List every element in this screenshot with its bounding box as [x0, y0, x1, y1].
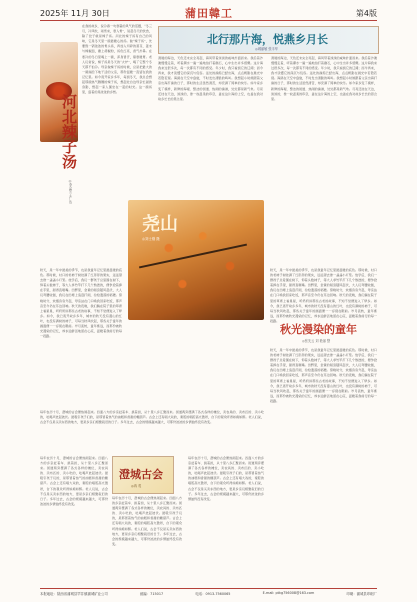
issue-date: 2025年 11月 30日	[40, 9, 110, 18]
header-divider	[40, 20, 377, 21]
page-number: 第4版	[355, 9, 377, 18]
article-title: 河北辣子汤	[60, 94, 78, 169]
article-title: 北行那片海，悦燕乡月长	[207, 33, 328, 46]
article-byline: ◎张先云 刘 艳丽 整	[302, 339, 331, 343]
title-banner	[112, 456, 174, 494]
article-title: 澄城古会	[119, 468, 163, 481]
article-title: 秋光漫染的童年	[280, 323, 357, 336]
article-byline: ◎城丽敏 张丰华	[255, 47, 278, 51]
article-body-mid-col: 每年农历十月，澄城的古会便热闹起来。四面八方的乡亲赶着车、挑着担，从十里八乡汇聚而来。街道两旁摆满了各式各样的摊位，卖农具的、卖布匹的、卖小吃的，吆喝声此起彼伏。最吸引孩子们的，是那冒着热气的油糕和香甜的糖葫芦。古会上还有唱大戏的，秦腔的唱腔高亢激昂，台下的观众听得如痴如醉。老人们说，古会不仅是买卖东西的地方，更是乡亲们相聚叙旧的日子。多年过去，古会的规模越来越大，可那份浓浓的乡情始终没有改变。	[112, 496, 182, 546]
photo-title: 尧山	[142, 214, 178, 235]
title-banner	[158, 26, 379, 54]
article-body: 每年农历十月，澄城的古会便热闹起来。四面八方的乡亲赶着车、挑着担，从十里八乡汇聚而来。街道两旁摆满了各式各样的摊位，卖农具的、卖布匹的、卖小吃的，吆喝声此起彼伏。最吸引孩子们的，是那冒着热气的油糕和香甜的糖葫芦。古会上还有唱大戏的，秦腔的唱腔高亢激昂，台下的观众听得如痴如醉。老人们说，古会不仅是买卖东西的地方，更是乡亲们相聚叙旧的日子。多年过去，古会的规模越来越大，可那份浓浓的乡情始终没有改变。	[40, 410, 264, 425]
photo-credit: ◎刘士刚 摄	[142, 237, 160, 241]
footer-publisher: 本报地址：陕西省蒲城县罕井镇蒲城矿业公司	[40, 592, 108, 596]
masthead-logo: 蒲田韓工	[185, 7, 233, 20]
footer-printer: 印刷：蒲城县印刷厂	[346, 592, 377, 596]
page-footer	[40, 588, 377, 596]
article-beihai	[158, 24, 377, 199]
article-body-right: 秋天，是一年中最美的季节，也是我童年记忆里最温暖的底色。那时候，村口的老柿子树挂满了红彤彤的果实，远远望去像一盏盏小灯笼。放学后，我们一群孩子总爱围在树下，仰着头数柿子，等大人拿竹竿打下几个熟透的，便争抢着捧在手里，甜得直咂嘴。田野里，金黄的稻浪随风起伏，大人们弯腰收割，我们在田埂上追逐打闹，捡拾遗落的稻穗。傍晚时分，炊烟袅袅升起，母亲站在门口唤我回家吃饭，那声音至今仍在耳边回响。秋天的夜晚，我们躺在院子里的草席上看星星，听奶奶讲那些古老的故事，不知不觉便进入了梦乡。如今，我已离开故乡多年，城市的秋天没有漫山的红叶，也没有满树的柿子，可每当秋风吹起，那些关于童年的画面便一一浮现在眼前。岁月流转，童年渐远，而那份被秋光漫染的记忆，却永远鲜活地留在心底，温暖着我前行的每一段路。	[270, 348, 377, 403]
article-body-left: 秋天，是一年中最美的季节，也是我童年记忆里最温暖的底色。那时候，村口的老柿子树挂满了红彤彤的果实，远远望去像一盏盏小灯笼。放学后，我们一群孩子总爱围在树下，仰着头数柿子，等大人拿竹竿打下几个熟透的，便争抢着捧在手里，甜得直咂嘴。田野里，金黄的稻浪随风起伏，大人们弯腰收割，我们在田埂上追逐打闹，捡拾遗落的稻穗。傍晚时分，炊烟袅袅升起，母亲站在门口唤我回家吃饭，那声音至今仍在耳边回响。秋天的夜晚，我们躺在院子里的草席上看星星，听奶奶讲那些古老的故事，不知不觉便进入了梦乡。如今，我已离开故乡多年，城市的秋天没有漫山的红叶，也没有满树的柿子，可每当秋风吹起，那些关于童年的画面便一一浮现在眼前。岁月流转，童年渐远，而那份被秋光漫染的记忆，却永远鲜活地留在心底，温暖着我前行的每一段路。	[40, 268, 122, 339]
article-chengcheng	[40, 410, 264, 580]
branch-graphic	[139, 244, 247, 269]
article-byline: ◎冉 茂	[131, 484, 142, 488]
article-body-right-col: 每年农历十月，澄城的古会便热闹起来。四面八方的乡亲赶着车、挑着担，从十里八乡汇聚而来。街道两旁摆满了各式各样的摊位，卖农具的、卖布匹的、卖小吃的，吆喝声此起彼伏。最吸引孩子们的，是那冒着热气的油糕和香甜的糖葫芦。古会上还有唱大戏的，秦腔的唱腔高亢激昂，台下的观众听得如痴如醉。老人们说，古会不仅是买卖东西的地方，更是乡亲们相聚叙旧的日子。多年过去，古会的规模越来越大，可那份浓浓的乡情始终没有改变。	[188, 456, 264, 501]
article-body-left-col: 每年农历十月，澄城的古会便热闹起来。四面八方的乡亲赶着车、挑着担，从十里八乡汇聚而来。街道两旁摆满了各式各样的摊位，卖农具的、卖布匹的、卖小吃的，吆喝声此起彼伏。最吸引孩子们的，是那冒着热气的油糕和香甜的糖葫芦。古会上还有唱大戏的，秦腔的唱腔高亢激昂，台下的观众听得如痴如醉。老人们说，古会不仅是买卖东西的地方，更是乡亲们相聚叙旧的日子。多年过去，古会的规模越来越大，可那份浓浓的乡情始终没有改变。	[40, 456, 108, 506]
article-body: 在我的故乡，说冷春一句寒暑的风气的话题，“冬三月，冷风吹，雨雪来，寒入骨”，说起冬天的饮食，除了饺子就是辣子汤。河北的辣子汤有自己的风味，它是冬天里一碗最暖心的汤。做“辣子汤”，先要熬一锅浓浓的骨头汤，再加入切碎的葱花、姜末与辣椒面，撒上胡椒粉，汤色红亮，香气扑鼻。在寒冷的冬日里喝上一碗，浑身冒汗，驱寒暖胃。老人们常说，辣子汤是冬天的“火炉”，喝了它整个冬天都不怕冷。母亲做辣子汤的时候，总是把最大的一碗端给下地干活的父亲，那份温暖一直留在我的记忆里。如今离开家乡多年，每到冬天，我总会想起那碗热气腾腾的辣子汤，想起灶台边母亲忙碌的身影，想起一家人围坐在一起的时光。这一碗汤里，盛着的是浓浓的乡愁。	[82, 24, 152, 95]
footer-postcode: 邮编：715017	[140, 592, 164, 596]
footer-phone: 电话：0913-7560065	[195, 592, 231, 596]
article-body-right-top: 秋天，是一年中最美的季节，也是我童年记忆里最温暖的底色。那时候，村口的老柿子树挂满了红彤彤的果实，远远望去像一盏盏小灯笼。放学后，我们一群孩子总爱围在树下，仰着头数柿子，等大人拿竹竿打下几个熟透的，便争抢着捧在手里，甜得直咂嘴。田野里，金黄的稻浪随风起伏，大人们弯腰收割，我们在田埂上追逐打闹，捡拾遗落的稻穗。傍晚时分，炊烟袅袅升起，母亲站在门口唤我回家吃饭，那声音至今仍在耳边回响。秋天的夜晚，我们躺在院子里的草席上看星星，听奶奶讲那些古老的故事，不知不觉便进入了梦乡。如今，我已离开故乡多年，城市的秋天没有漫山的红叶，也没有满树的柿子，可每当秋风吹起，那些关于童年的画面便一一浮现在眼前。岁月流转，童年渐远，而那份被秋光漫染的记忆，却永远鲜活地留在心底，温暖着我前行的每一段路。	[270, 268, 377, 323]
footer-email: E-mail: ptkg756008@163.com	[262, 591, 315, 595]
article-body-col2: 清晨的海边，天色还未完全亮起，海风带着淡淡的咸味扑面而来。我沿着沙滩慢慢走着，听着潮水一遍一遍地拍打着礁石，心中生出许多感慨。这片海我来过很多次，每一次都有不同的感受。年少时，我只看到它的辽阔；而今再来，我才读懂它的深沉与包容。远处的渔船已经出海，点点帆影在晨光中若隐若现。海鸥在天空中盘旋，不时发出清脆的鸣叫。我想起小时候跟着父亲出海打渔的日子，那时的生活虽然清苦，却充满了简单的快乐。如今家乡变了模样，新修的海堤、整洁的街道、热闹的渔港，处处都是新气象。月亮还挂在天边，淡淡的，像一枚温柔的印章，盖在这片海的上空，也盖在我对故乡长长的思念里。	[271, 56, 377, 101]
article-byline: ◎李会堂 王广达	[68, 179, 72, 204]
article-body: 清晨的海边，天色还未完全亮起，海风带着淡淡的咸味扑面而来。我沿着沙滩慢慢走着，听着潮水一遍一遍地拍打着礁石，心中生出许多感慨。这片海我来过很多次，每一次都有不同的感受。年少时，我只看到它的辽阔；而今再来，我才读懂它的深沉与包容。远处的渔船已经出海，点点帆影在晨光中若隐若现。海鸥在天空中盘旋，不时发出清脆的鸣叫。我想起小时候跟着父亲出海打渔的日子，那时的生活虽然清苦，却充满了简单的快乐。如今家乡变了模样，新修的海堤、整洁的街道、热闹的渔港，处处都是新气象。月亮还挂在天边，淡淡的，像一枚温柔的印章，盖在这片海的上空，也盖在我对故乡长长的思念里。	[158, 56, 263, 101]
